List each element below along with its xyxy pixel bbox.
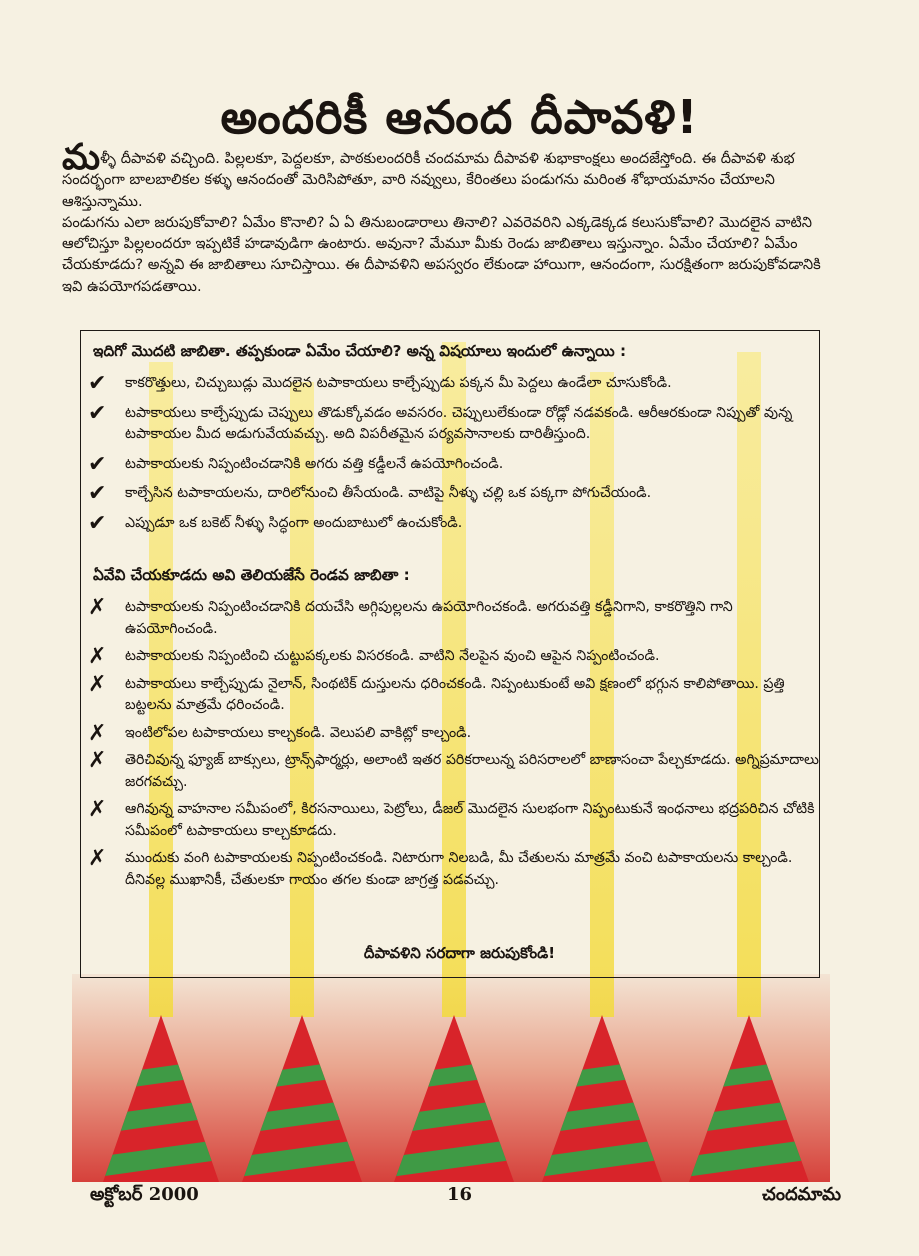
list-item [88,671,823,717]
cross-icon: ✗ [88,671,107,697]
page-title: అందరికీ ఆనంద దీపావళి! [220,90,699,144]
magazine-name: చందమామ [762,1184,841,1205]
list-item-text: ఇంటిలోపల టపాకాయలు కాల్చకండి. వెలుపలి వాకిట్లో కాల్చండి. [125,724,472,741]
check-icon: ✔ [88,481,107,506]
footer-month: అక్టోబర్ 2000 [90,1184,199,1205]
list-item-text: కాకరొత్తులు, చిచ్చుబుడ్లు మొదలైన టపాకాయలు కాల్చేప్పుడు పక్కన మీ పెద్దలు ఉండేలా చూసుకోండి. [125,375,672,391]
list-item [88,597,823,640]
donts-list [88,597,823,891]
dos-heading: ఇదిగో మొదటి జాబితా. తప్పకుండా ఏమేం చేయాలి? అన్న విషయాలు ఇందులో ఉన్నాయి : [93,342,627,360]
list-item-text: ఎప్పుడూ ఒక బకెట్ నీళ్ళు సిద్ధంగా అందుబాటులో ఉంచుకోండి. [125,514,463,531]
list-item-text: టపాకాయలకు నిప్పంటించడానికి దయచేసి అగ్గిపుల్లలను ఉపయోగించకండి. అగరువత్తి కడ్డీనిగాని, కాకరొత్తిని గాని ఉపయోగించండి. [125,599,733,637]
page-number: 16 [446,1184,473,1205]
cross-icon: ✗ [88,595,107,620]
list-item [88,483,823,505]
list-item [88,799,823,842]
donts-heading: ఏవేవి చేయకూడదు అవి తెలియజేసే రెండవ జాబితా : [93,566,410,584]
cross-icon: ✗ [88,846,107,871]
list-item-text: కాల్చేసిన టపాకాయలను, దారిలోనుంచి తీసేయండి. వాటిపై నీళ్ళు చల్లి ఒక పక్కగా పోగుచేయండి. [125,485,652,501]
list-item-text: తెరిచివున్న ఫ్యూజ్ బాక్సులు, ట్రాన్స్‌ఫార్మర్లు, అలాంటి ఇతర పరికరాలున్న పరిసరాలలో బాణాసంచా పేల్చకూడదు. అగ్నిప్రమాదాలు జరగవచ్చు. [125,752,819,790]
intro-paragraph-1 [62,137,844,212]
list-item [88,451,823,477]
list-item [88,750,823,793]
cross-icon: ✗ [88,644,107,669]
list-item-text: టపాకాయలు కాల్చేప్పుడు నైలాన్, సింథటిక్ దుస్తులను ధరించకండి. నిప్పంటుకుంటే అవి క్షణంలో భగ్గున కాలిపోతాయి. ప్రత్తి బట్టలను మాత్రమే ధరించండి. [125,675,785,713]
list-item [88,646,823,668]
check-icon: ✔ [88,451,107,477]
list-item [88,720,823,746]
list-item [88,400,823,446]
intro-text [62,137,844,297]
list-item [88,848,823,891]
list-item [88,373,823,395]
dos-list [88,373,823,534]
closing-line: దీపావళిని సరదాగా జరుపుకోండి! [363,944,556,962]
drop-cap: మ [62,137,101,178]
check-icon: ✔ [88,371,107,396]
check-icon: ✔ [88,510,107,536]
list-item-text: టపాకాయలకు నిప్పంటించడానికి అగరు వత్తి కడ్డీలనే ఉపయోగించండి. [125,455,504,472]
list-item-text: టపాకాయలకు నిప్పంటించి చుట్టుపక్కలకు విసరకండి. వాటిని నేలపైన వుంచి ఆపైన నిప్పంటించండి. [125,648,660,664]
intro-paragraph-2: పండుగను ఎలా జరుపుకోవాలి? ఏమేం కొనాలి? ఏ ఏ తినుబండారాలు తినాలి? ఎవరెవరిని ఎక్కడెక్కడ కలుసుకోవాలి? మొదలైన వాటిని ఆలోచిస్తూ పిల్లలందరూ ఇప్పటికే హడావుడిగా ఉంటారు. అవునా? మేమూ మీకు రెండు జాబితాలు ఇస్తున్నాం. ఏమేం చేయాలి? ఏమేం చేయకూడదు? అన్నవి ఈ జాబితాలు సూచిస్తాయి. ఈ దీపావళిని అపస్వరం లేకుండా హాయిగా, ఆనందంగా, సురక్షితంగా జరుపుకోవడానికి ఇవి ఉపయోగపడతాయి. [62,213,821,295]
check-icon: ✔ [88,400,107,426]
cross-icon: ✗ [88,720,107,746]
intro-paragraph-1-text: ళ్ళీ దీపావళి వచ్చింది. పిల్లలకూ, పెద్దలకూ, పాఠకులందరికీ చందమామ దీపావళి శుభాకాంక్షలు అందజేస్తోంది. ఈ దీపావళి శుభ సందర్భంగా బాలబాలికల కళ్ళు ఆనందంతో మెరిసిపోతూ, వారి నవ్వులు, కేరింతలు పండుగను మరింత శోభాయమానం చేయాలని ఆశిస్తున్నాము. [62,150,795,210]
cross-icon: ✗ [88,797,107,822]
cross-icon: ✗ [88,748,107,773]
list-item-text: టపాకాయలు కాల్చేప్పుడు చెప్పులు తొడుక్కోవడం అవసరం. చెప్పులులేకుండా రోడ్లో నడవకండి. ఆరీఆరకుండా నిప్పుతో వున్న టపాకాయల మీద అడుగువేయవచ్చు. అది విపరీతమైన పర్యవసానాలకు దారితీస్తుంది. [125,404,793,442]
list-item [88,510,823,536]
list-item-text: ముందుకు వంగి టపాకాయలకు నిప్పంటించకండి. నిటారుగా నిలబడి, మీ చేతులను మాత్రమే వంచి టపాకాయలను కాల్చండి. దీనివల్ల ముఖానికీ, చేతులకూ గాయం తగల కుండా జాగ్రత్త పడవచ్చు. [125,850,793,888]
list-item-text: ఆగివున్న వాహనాల సమీపంలో, కిరసనాయిలు, పెట్రోలు, డీజల్ మొదలైన సులభంగా నిప్పంటుకునే ఇంధనాలు భద్రపరిచిన చోటికి సమీపంలో టపాకాయలు కాల్చకూడదు. [125,801,815,839]
